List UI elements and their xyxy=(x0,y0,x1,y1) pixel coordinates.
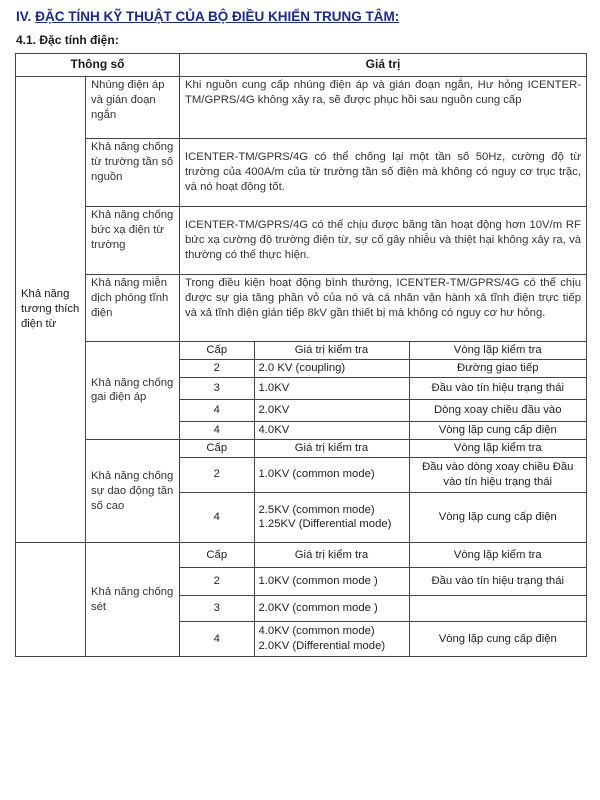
section-number: IV. xyxy=(16,9,32,24)
col-test-value: Giá trị kiểm tra xyxy=(254,440,409,457)
table-row-lightning xyxy=(16,543,587,657)
level-cell: 2 xyxy=(180,359,254,377)
lightning-name: Khả năng chống sét xyxy=(86,543,180,657)
subtable-header xyxy=(180,543,586,567)
col-level: Cấp xyxy=(180,543,254,567)
col-level: Cấp xyxy=(180,440,254,457)
subtable-header xyxy=(180,440,586,457)
header-param: Thông số xyxy=(16,54,180,77)
value-cell: 2.5KV (common mode) 1.25KV (Differential mode) xyxy=(254,492,409,542)
loop-cell: Vòng lặp cung cấp điện xyxy=(409,492,586,542)
value-cell: 4.0KV xyxy=(254,421,409,439)
hf-subtable-cell xyxy=(180,440,587,543)
col-test-value: Giá trị kiểm tra xyxy=(254,543,409,567)
subtable-row xyxy=(180,359,586,377)
row-desc: Trong điều kiện hoạt động bình thường, ICENTER-TM/GPRS/4G có thể chịu được sự gia tăng phần vỏ của nó và cá nhân vận hành xả tĩnh điện trực tiếp và xả tĩnh điện gián tiếp 8kV gần thiết bị mà không có nguy cơ hư hỏng. xyxy=(180,274,587,341)
level-cell: 3 xyxy=(180,377,254,399)
section-heading xyxy=(16,9,399,24)
spec-table xyxy=(15,53,587,657)
level-cell: 4 xyxy=(180,421,254,439)
group-label-empty xyxy=(16,543,86,657)
level-cell: 3 xyxy=(180,595,254,621)
value-cell: 1.0KV xyxy=(254,377,409,399)
row-desc: ICENTER-TM/GPRS/4G có thể chống lại một tần số 50Hz, cường độ từ trường của 400A/m của từ trường tần số điện mà không có nguy cơ trục trặc, và nó hoạt động tốt. xyxy=(180,138,587,206)
table-header-row xyxy=(16,54,587,77)
col-loop: Vòng lặp kiểm tra xyxy=(409,440,586,457)
section-title: ĐẶC TÍNH KỸ THUẬT CỦA BỘ ĐIỀU KHIỂN TRUNG TÂM: xyxy=(35,9,400,24)
row-desc: ICENTER-TM/GPRS/4G có thể chịu được băng tần hoạt động hơn 10V/m RF bức xạ cường độ trường điện từ, sự cố gây nhiễu và thiệt hại không xảy ra, và thường có thể thực hiện. xyxy=(180,206,587,274)
subtable-row xyxy=(180,567,586,595)
value-cell: 2.0KV xyxy=(254,399,409,421)
table-row xyxy=(16,274,587,341)
table-row-surge xyxy=(16,341,587,439)
loop-cell xyxy=(409,595,586,621)
table-row xyxy=(16,206,587,274)
col-loop: Vòng lặp kiểm tra xyxy=(409,543,586,567)
col-loop: Vòng lặp kiểm tra xyxy=(409,342,586,359)
loop-cell: Vòng lặp cung cấp điện xyxy=(409,621,586,656)
level-cell: 4 xyxy=(180,621,254,656)
level-cell: 2 xyxy=(180,457,254,492)
table-row-hf xyxy=(16,440,587,543)
row-name: Nhúng điện áp và gián đoạn ngắn xyxy=(86,76,180,138)
row-name: Khả năng miễn dịch phóng tĩnh điện xyxy=(86,274,180,341)
value-cell: 4.0KV (common mode) 2.0KV (Differential mode) xyxy=(254,621,409,656)
hf-subtable xyxy=(180,440,586,542)
subtable-row xyxy=(180,377,586,399)
loop-cell: Dòng xoay chiều đầu vào xyxy=(409,399,586,421)
table-row xyxy=(16,138,587,206)
row-desc: Khi nguồn cung cấp nhúng điện áp và gián đoạn ngắn, Hư hỏng ICENTER-TM/GPRS/4G không xảy ra, sẽ được phục hồi sau nguồn cung cấp xyxy=(180,76,587,138)
group-label-emc: Khả năng tương thích điện từ xyxy=(16,76,86,542)
col-test-value: Giá trị kiểm tra xyxy=(254,342,409,359)
level-cell: 4 xyxy=(180,399,254,421)
subtable-row xyxy=(180,492,586,542)
loop-cell: Đầu vào dòng xoay chiều Đầu vào tín hiệu trạng thái xyxy=(409,457,586,492)
subtable-header xyxy=(180,342,586,359)
lightning-subtable-cell xyxy=(180,543,587,657)
subtable-row xyxy=(180,621,586,656)
value-cell: 1.0KV (common mode ) xyxy=(254,567,409,595)
row-name: Khả năng chống từ trường tần số nguồn xyxy=(86,138,180,206)
surge-subtable-cell xyxy=(180,341,587,439)
col-level: Cấp xyxy=(180,342,254,359)
level-cell: 2 xyxy=(180,567,254,595)
surge-subtable xyxy=(180,342,586,439)
value-cell: 2.0KV (common mode ) xyxy=(254,595,409,621)
loop-cell: Đầu vào tín hiệu trạng thái xyxy=(409,567,586,595)
table-row xyxy=(16,76,587,138)
lightning-subtable xyxy=(180,543,586,656)
row-name: Khả năng chống bức xạ điện từ trường xyxy=(86,206,180,274)
surge-name: Khả năng chống gai điện áp xyxy=(86,341,180,439)
level-cell: 4 xyxy=(180,492,254,542)
subtable-row xyxy=(180,595,586,621)
subtable-row xyxy=(180,399,586,421)
hf-name: Khả năng chống sự dao động tần số cao xyxy=(86,440,180,543)
value-cell: 1.0KV (common mode) xyxy=(254,457,409,492)
header-value: Giá trị xyxy=(180,54,587,77)
value-cell: 2.0 KV (coupling) xyxy=(254,359,409,377)
subtable-row xyxy=(180,457,586,492)
loop-cell: Đầu vào tín hiệu trạng thái xyxy=(409,377,586,399)
subsection-heading: 4.1. Đặc tính điện: xyxy=(16,33,119,47)
subtable-row xyxy=(180,421,586,439)
loop-cell: Đường giao tiếp xyxy=(409,359,586,377)
loop-cell: Vòng lặp cung cấp điện xyxy=(409,421,586,439)
